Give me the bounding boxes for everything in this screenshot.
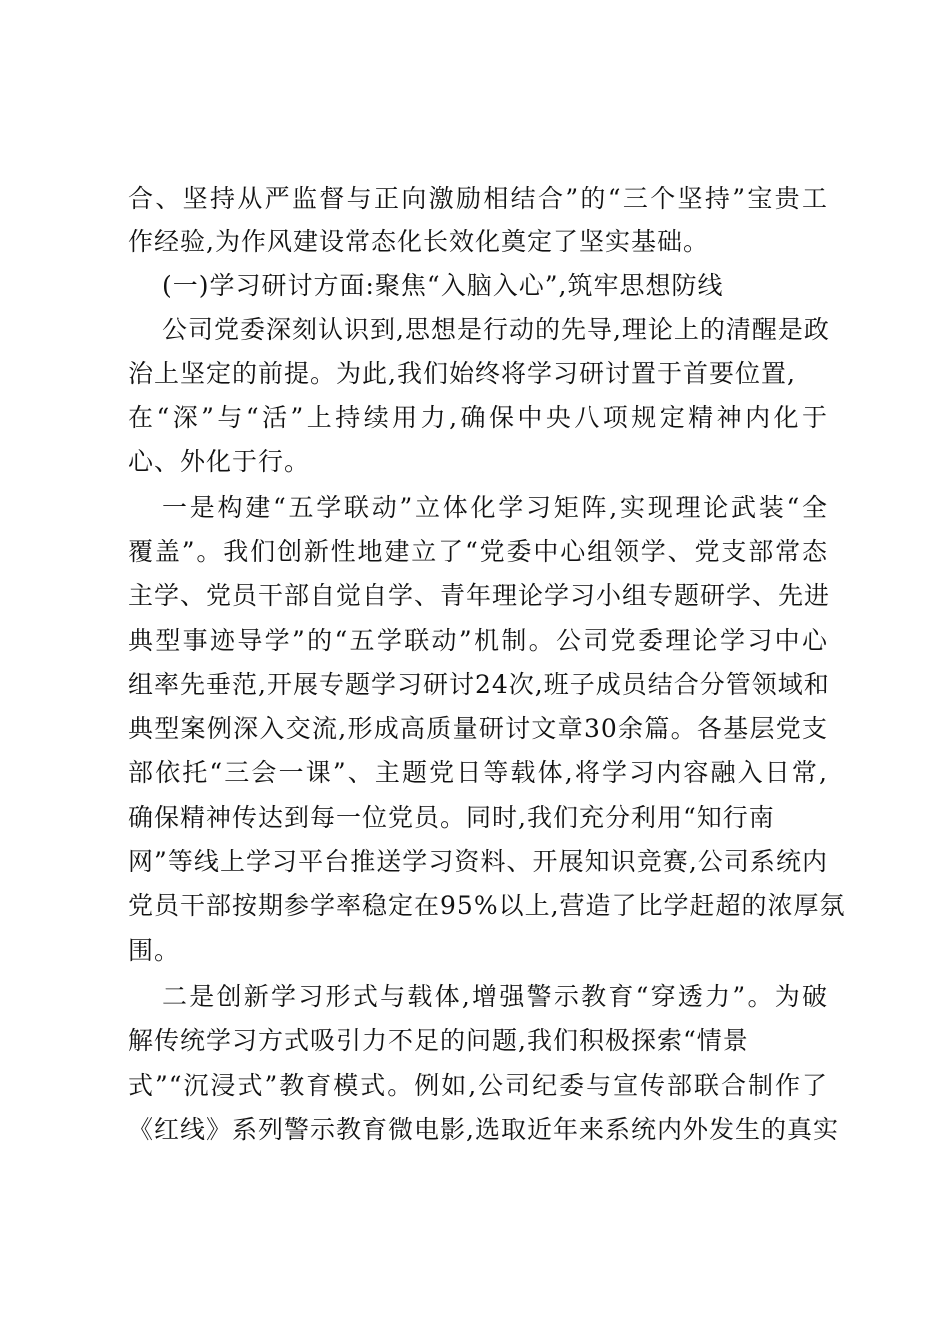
- body-line: 式”“沉浸式”教育模式。例如,公司纪委与宣传部联合制作了: [128, 1071, 828, 1100]
- body-line: 在“深”与“活”上持续用力,确保中央八项规定精神内化于: [128, 403, 828, 432]
- body-line: 解传统学习方式吸引力不足的问题,我们积极探索“情景: [128, 1026, 749, 1055]
- body-line: 治上坚定的前提。为此,我们始终将学习研讨置于首要位置,: [128, 359, 796, 388]
- body-line: 覆盖”。我们创新性地建立了“党委中心组领学、党支部常态: [128, 537, 828, 566]
- paragraph-first-line: 公司党委深刻认识到,思想是行动的先导,理论上的清醒是政: [162, 315, 830, 344]
- body-line: 围。: [128, 936, 181, 965]
- section-heading: (一)学习研讨方面:聚焦“入脑入心”,筑牢思想防线: [162, 271, 724, 300]
- body-line: 确保精神传达到每一位党员。同时,我们充分利用“知行南: [128, 803, 775, 832]
- body-line: 网”等线上学习平台推送学习资料、开展知识竞赛,公司系统内: [128, 847, 828, 876]
- paragraph-first-line: 一是构建“五学联动”立体化学习矩阵,实现理论武装“全: [162, 493, 828, 522]
- body-line: 合、坚持从严监督与正向激励相结合”的“三个坚持”宝贵工: [128, 184, 828, 213]
- paragraph-first-line: 二是创新学习形式与载体,增强警示教育“穿透力”。为破: [162, 982, 828, 1011]
- body-line: 主学、党员干部自觉自学、青年理论学习小组专题研学、先进: [128, 581, 831, 610]
- body-line: 作经验,为作风建设常态化长效化奠定了坚实基础。: [128, 227, 709, 256]
- body-line: 心、外化于行。: [128, 447, 311, 476]
- body-line: 典型案例深入交流,形成高质量研讨文章30余篇。各基层党支: [128, 714, 828, 743]
- body-line: 组率先垂范,开展专题学习研讨24次,班子成员结合分管领域和: [128, 670, 830, 699]
- body-line: 《红线》系列警示教育微电影,选取近年来系统内外发生的真实: [128, 1115, 839, 1144]
- body-line: 典型事迹导学”的“五学联动”机制。公司党委理论学习中心: [128, 626, 828, 655]
- body-line: 部依托“三会一课”、主题党日等载体,将学习内容融入日常,: [128, 758, 828, 787]
- body-line: 党员干部按期参学率稳定在95%以上,营造了比学赶超的浓厚氛: [128, 891, 846, 920]
